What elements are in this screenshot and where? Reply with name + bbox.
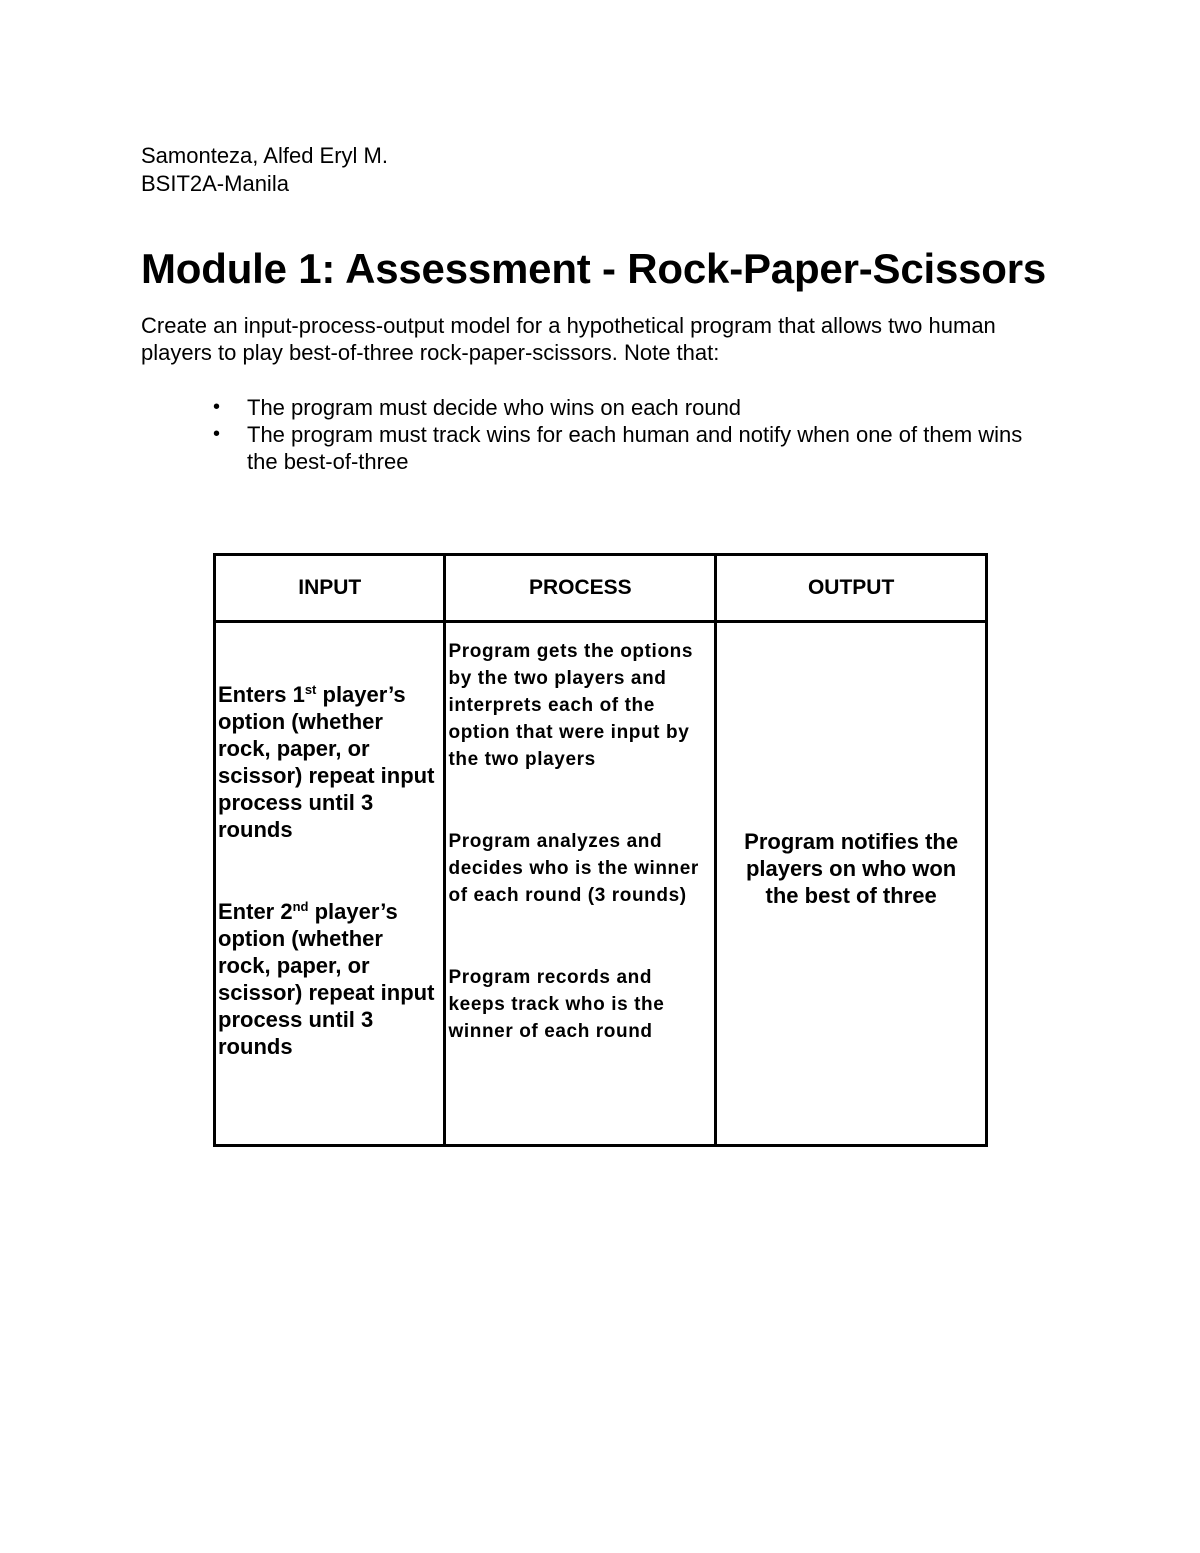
- process-step-3: Program records and keeps track who is the winner of each round: [448, 967, 665, 1042]
- bullet-icon: •: [213, 396, 221, 418]
- list-item: [141, 421, 1041, 475]
- student-section: BSIT2A-Manila: [141, 171, 289, 196]
- list-item-text: The program must decide who wins on each round: [247, 395, 742, 420]
- intro-paragraph: Create an input-process-output model for a hypothetical program that allows two human players to play best-of-three rock-paper-scissors. Note that:: [141, 313, 996, 365]
- process-step-1: Program gets the options by the two players and interprets each of the option that were input by the two players: [448, 641, 694, 770]
- output-cell: Program notifies the players on who won the best of three: [716, 622, 987, 1146]
- process-cell: [445, 622, 716, 1146]
- student-name: Samonteza, Alfed Eryl M.: [141, 143, 388, 168]
- header-input: INPUT: [215, 555, 445, 622]
- input-player-1: Enters 1st player’s option (whether rock, paper, or scissor) repeat input process until 3 rounds: [218, 682, 435, 842]
- list-item-text: The program must track wins for each human and notify when one of them wins the best-of-three: [247, 422, 1023, 474]
- table-row: [215, 622, 987, 1146]
- bullet-icon: •: [213, 423, 221, 445]
- input-player-2: Enter 2nd player’s option (whether rock, paper, or scissor) repeat input process until 3 rounds: [218, 899, 435, 1059]
- header-output: OUTPUT: [716, 555, 987, 622]
- table-header-row: [215, 555, 987, 622]
- requirements-list: [141, 394, 1041, 475]
- process-step-2: Program analyzes and decides who is the winner of each round (3 rounds): [448, 831, 699, 906]
- input-cell: [215, 622, 445, 1146]
- list-item: [141, 394, 1041, 421]
- page-title: Module 1: Assessment - Rock-Paper-Scissors: [141, 245, 1047, 292]
- ipo-table: [213, 553, 988, 1147]
- header-process: PROCESS: [445, 555, 716, 622]
- author-block: [141, 142, 388, 198]
